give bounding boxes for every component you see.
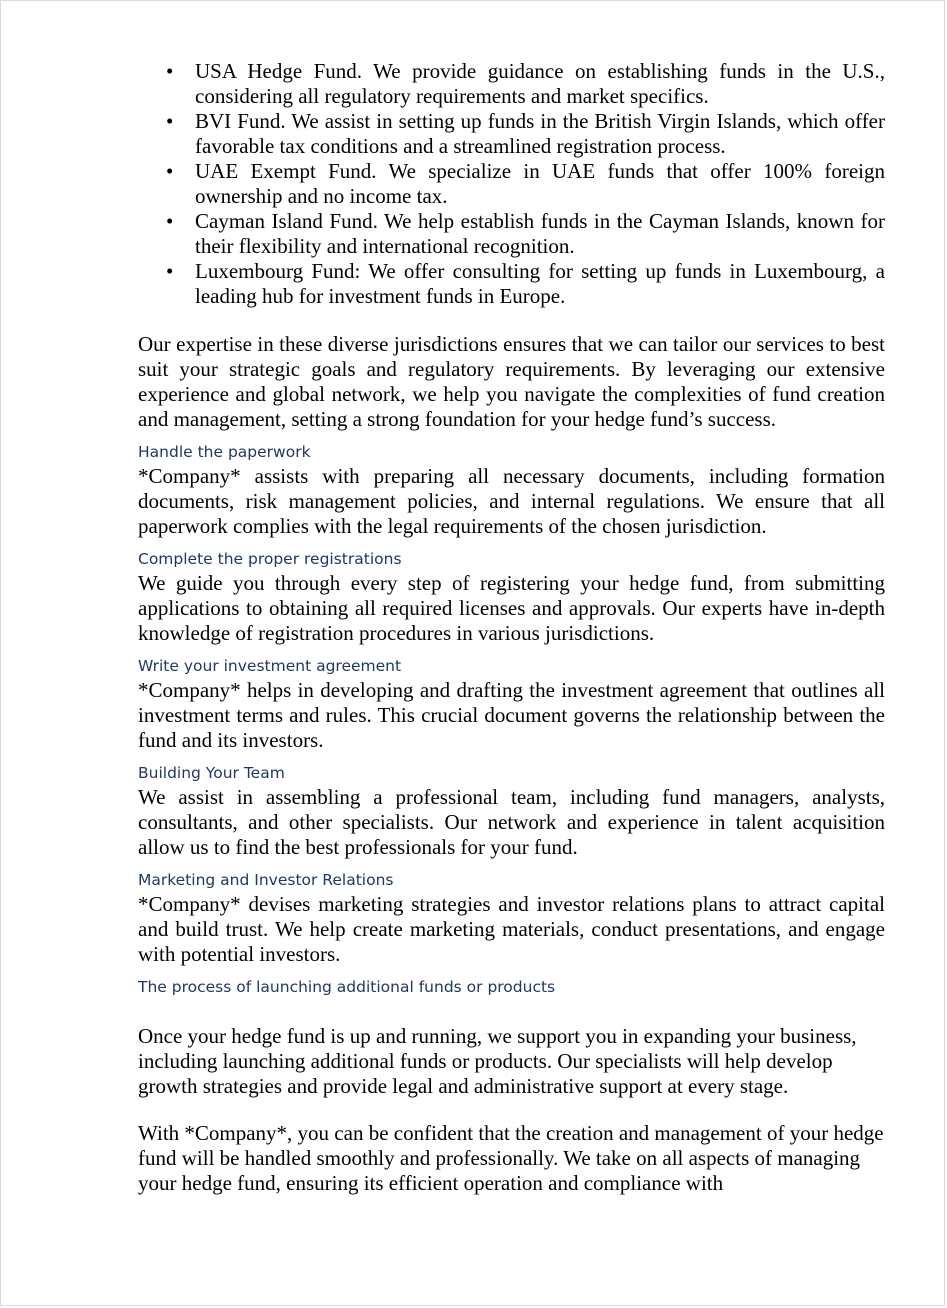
list-item-bvi-fund: • BVI Fund. We assist in setting up funds in the British Virgin Islands, which offer favorable tax conditions and a streamlined registration process.	[138, 109, 885, 159]
heading-investment-agreement: Write your investment agreement	[138, 657, 402, 675]
intro-paragraph: Our expertise in these diverse jurisdictions ensures that we can tailor our services to best suit your strategic goals and regulatory requirements. By leveraging our extensive experience and global network, we help you navigate the complexities of fund creation and management, setting a strong foundation for your hedge fund’s success.	[138, 332, 885, 431]
fund-types-list	[138, 59, 885, 309]
list-item-cayman-fund: • Cayman Island Fund. We help establish funds in the Cayman Islands, known for their flexibility and international recognition.	[138, 209, 885, 259]
paragraph-marketing: *Company* devises marketing strategies and investor relations plans to attract capital and build trust. We help create marketing materials, conduct presentations, and engage with potential investors.	[138, 892, 885, 966]
list-item-usa-fund: • USA Hedge Fund. We provide guidance on establishing funds in the U.S., considering all regulatory requirements and market specifics.	[138, 59, 885, 109]
paragraph-paperwork: *Company* assists with preparing all necessary documents, including formation documents, risk management policies, and internal regulations. We ensure that all paperwork complies with the legal requirements of the chosen jurisdiction.	[138, 464, 885, 538]
closing-paragraph: With *Company*, you can be confident that the creation and management of your hedge fund will be handled smoothly and professionally. We take on all aspects of managing your hedge fund, ensuring its efficient operation and compliance with	[138, 1121, 884, 1195]
paragraph-investment-agreement: *Company* helps in developing and drafting the investment agreement that outlines all investment terms and rules. This crucial document governs the relationship between the fund and its investors.	[138, 678, 885, 752]
list-item-uae-fund: • UAE Exempt Fund. We specialize in UAE funds that offer 100% foreign ownership and no income tax.	[138, 159, 885, 209]
list-item-luxembourg-fund: • Luxembourg Fund: We offer consulting for setting up funds in Luxembourg, a leading hub for investment funds in Europe.	[138, 259, 885, 309]
paragraph-additional-funds: Once your hedge fund is up and running, we support you in expanding your business, including launching additional funds or products. Our specialists will help develop growth strategies and provide legal and administrative support at every stage.	[138, 1024, 857, 1098]
heading-marketing: Marketing and Investor Relations	[138, 871, 394, 889]
heading-registrations: Complete the proper registrations	[138, 550, 402, 568]
heading-paperwork: Handle the paperwork	[138, 443, 311, 461]
paragraph-building-team: We assist in assembling a professional team, including fund managers, analysts, consultants, and other specialists. Our network and experience in talent acquisition allow us to find the best professionals for your fund.	[138, 785, 885, 859]
heading-building-team: Building Your Team	[138, 764, 285, 782]
document-content	[138, 59, 885, 1196]
heading-additional-funds: The process of launching additional funds or products	[138, 978, 556, 996]
paragraph-registrations: We guide you through every step of registering your hedge fund, from submitting applications to obtaining all required licenses and approvals. Our experts have in-depth knowledge of registration procedures in various jurisdictions.	[138, 571, 885, 645]
